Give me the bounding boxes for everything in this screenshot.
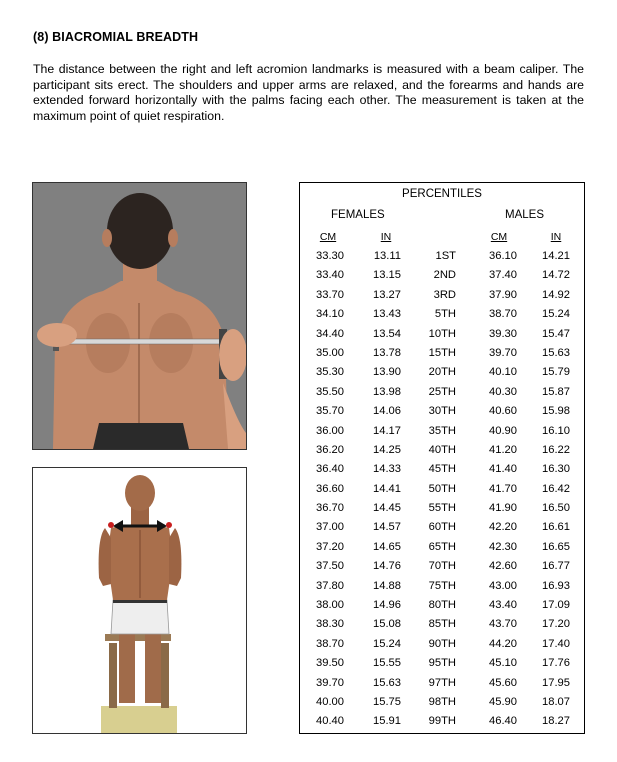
male-cm-cell: 45.90: [489, 695, 517, 708]
table-row: [300, 383, 584, 402]
male-in-cell: 16.93: [542, 579, 570, 592]
female-cm-cell: 36.60: [316, 482, 344, 495]
female-in-cell: 13.78: [373, 346, 401, 359]
male-cm-cell: 41.70: [489, 482, 517, 495]
male-in-cell: 15.24: [542, 308, 570, 321]
female-cm-cell: 40.00: [316, 695, 344, 708]
table-row: [300, 538, 584, 557]
measurement-photo-illustration: [33, 183, 246, 449]
male-cm-cell: 39.70: [489, 346, 517, 359]
male-cm-cell: 36.10: [489, 250, 517, 262]
female-cm-cell: 33.30: [316, 250, 344, 262]
female-cm-cell: 38.30: [316, 618, 344, 631]
male-in-cell: 15.47: [542, 327, 570, 340]
female-cm-cell: 36.20: [316, 443, 344, 456]
percentile-cell: 3RD: [433, 288, 456, 301]
percentile-cell: 70TH: [428, 560, 456, 573]
table-row: [300, 422, 584, 441]
female-cm-cell: 36.40: [316, 463, 344, 476]
male-in-cell: 17.20: [542, 618, 570, 631]
measurement-photo: [32, 182, 247, 450]
male-in-cell: 17.95: [542, 676, 570, 689]
percentile-cell: 97TH: [428, 676, 456, 689]
male-cm-cell: 43.40: [489, 599, 517, 612]
females-header: FEMALES: [331, 209, 385, 221]
male-in-cell: 17.09: [542, 599, 570, 612]
male-cm-cell: 40.30: [489, 385, 517, 398]
female-cm-cell: 40.40: [316, 715, 344, 728]
male-in-cell: 16.61: [542, 521, 570, 534]
male-cm-cell: 40.10: [489, 366, 517, 379]
table-row: [300, 325, 584, 344]
male-cm-cell: 38.70: [489, 308, 517, 321]
percentile-cell: 75TH: [428, 579, 456, 592]
female-cm-cell: 36.00: [316, 424, 344, 437]
table-row: [300, 615, 584, 634]
male-in-cell: 15.63: [542, 346, 570, 359]
female-in-header: IN: [380, 231, 392, 243]
percentile-cell: 99TH: [428, 715, 456, 728]
female-in-cell: 13.98: [373, 385, 401, 398]
table-row: [300, 712, 584, 731]
female-cm-cell: 37.50: [316, 560, 344, 573]
table-row: [300, 674, 584, 693]
table-row: [300, 577, 584, 596]
male-in-cell: 14.21: [542, 250, 570, 262]
measurement-description: The distance between the right and left acromion landmarks is measured with a beam caliper. The participant sits erect. The shoulders and upper arms are relaxed, and the forearms and hands are extended forward horizontally with the palms facing each other. The measurement is taken at the maximum point of quiet respiration.: [33, 62, 584, 123]
measurement-diagram: [32, 467, 247, 734]
seated-figure-illustration: [33, 468, 246, 733]
table-row: [300, 557, 584, 576]
male-cm-cell: 43.70: [489, 618, 517, 631]
male-cm-cell: 45.10: [489, 657, 517, 670]
male-in-cell: 16.10: [542, 424, 570, 437]
female-in-cell: 14.41: [373, 482, 401, 495]
percentile-cell: 60TH: [428, 521, 456, 534]
table-row: [300, 286, 584, 305]
percentile-cell: 2ND: [433, 269, 456, 282]
percentile-cell: 55TH: [428, 502, 456, 515]
female-cm-cell: 37.00: [316, 521, 344, 534]
male-in-header: IN: [550, 231, 562, 243]
percentile-cell: 45TH: [428, 463, 456, 476]
male-cm-cell: 42.30: [489, 540, 517, 553]
male-cm-header: CM: [490, 231, 508, 243]
percentile-cell: 15TH: [428, 346, 456, 359]
male-cm-cell: 42.20: [489, 521, 517, 534]
female-cm-cell: 38.70: [316, 637, 344, 650]
percentile-table: [299, 182, 585, 734]
female-in-cell: 13.43: [373, 308, 401, 321]
female-cm-cell: 34.10: [316, 308, 344, 321]
table-body: [300, 247, 584, 732]
female-in-cell: 14.25: [373, 443, 401, 456]
male-cm-cell: 37.90: [489, 288, 517, 301]
female-cm-cell: 39.70: [316, 676, 344, 689]
table-row: [300, 266, 584, 285]
male-cm-cell: 41.20: [489, 443, 517, 456]
male-in-cell: 15.98: [542, 405, 570, 418]
male-cm-cell: 46.40: [489, 715, 517, 728]
female-cm-cell: 37.80: [316, 579, 344, 592]
percentile-cell: 95TH: [428, 657, 456, 670]
male-in-cell: 16.50: [542, 502, 570, 515]
percentile-cell: 5TH: [434, 308, 456, 321]
table-row: [300, 363, 584, 382]
table-row: [300, 499, 584, 518]
male-in-cell: 16.22: [542, 443, 570, 456]
table-row: [300, 518, 584, 537]
female-in-cell: 13.15: [373, 269, 401, 282]
female-in-cell: 14.96: [373, 599, 401, 612]
table-row: [300, 693, 584, 712]
male-in-cell: 16.77: [542, 560, 570, 573]
male-in-cell: 16.65: [542, 540, 570, 553]
female-in-cell: 14.45: [373, 502, 401, 515]
percentile-cell: 10TH: [428, 327, 456, 340]
male-in-cell: 16.42: [542, 482, 570, 495]
female-cm-cell: 39.50: [316, 657, 344, 670]
female-cm-cell: 35.30: [316, 366, 344, 379]
percentile-cell: 1ST: [435, 250, 456, 262]
female-in-cell: 14.57: [373, 521, 401, 534]
table-row: [300, 635, 584, 654]
female-cm-cell: 35.50: [316, 385, 344, 398]
female-in-cell: 15.91: [373, 715, 401, 728]
percentile-cell: 35TH: [428, 424, 456, 437]
female-in-cell: 14.65: [373, 540, 401, 553]
table-row: [300, 402, 584, 421]
female-in-cell: 14.76: [373, 560, 401, 573]
female-in-cell: 13.27: [373, 288, 401, 301]
male-cm-cell: 45.60: [489, 676, 517, 689]
percentile-cell: 80TH: [428, 599, 456, 612]
female-in-cell: 13.11: [373, 250, 401, 262]
female-cm-cell: 34.40: [316, 327, 344, 340]
male-cm-cell: 43.00: [489, 579, 517, 592]
female-cm-header: CM: [319, 231, 337, 243]
male-cm-cell: 42.60: [489, 560, 517, 573]
male-in-cell: 15.79: [542, 366, 570, 379]
table-row: [300, 654, 584, 673]
table-row: [300, 305, 584, 324]
male-in-cell: 14.92: [542, 288, 570, 301]
female-in-cell: 15.24: [373, 637, 401, 650]
female-in-cell: 15.55: [373, 657, 401, 670]
female-cm-cell: 33.40: [316, 269, 344, 282]
table-row: [300, 247, 584, 266]
female-in-cell: 13.54: [373, 327, 401, 340]
female-cm-cell: 35.70: [316, 405, 344, 418]
percentile-cell: 30TH: [428, 405, 456, 418]
male-in-cell: 17.76: [542, 657, 570, 670]
male-in-cell: 14.72: [542, 269, 570, 282]
male-cm-cell: 40.60: [489, 405, 517, 418]
male-cm-cell: 39.30: [489, 327, 517, 340]
male-in-cell: 17.40: [542, 637, 570, 650]
page-title: (8) BIACROMIAL BREADTH: [33, 30, 199, 44]
female-cm-cell: 38.00: [316, 599, 344, 612]
male-in-cell: 18.27: [542, 715, 570, 728]
percentile-cell: 40TH: [428, 443, 456, 456]
female-in-cell: 15.08: [373, 618, 401, 631]
female-in-cell: 14.17: [373, 424, 401, 437]
percentile-cell: 20TH: [428, 366, 456, 379]
female-in-cell: 15.63: [373, 676, 401, 689]
table-row: [300, 344, 584, 363]
percentile-cell: 90TH: [428, 637, 456, 650]
table-row: [300, 441, 584, 460]
female-cm-cell: 36.70: [316, 502, 344, 515]
table-title: PERCENTILES: [402, 188, 482, 200]
table-row: [300, 480, 584, 499]
female-in-cell: 14.88: [373, 579, 401, 592]
female-in-cell: 14.06: [373, 405, 401, 418]
percentile-cell: 25TH: [428, 385, 456, 398]
female-cm-cell: 33.70: [316, 288, 344, 301]
male-cm-cell: 37.40: [489, 269, 517, 282]
percentile-cell: 85TH: [428, 618, 456, 631]
percentile-cell: 98TH: [428, 695, 456, 708]
female-cm-cell: 35.00: [316, 346, 344, 359]
male-cm-cell: 40.90: [489, 424, 517, 437]
percentile-cell: 50TH: [428, 482, 456, 495]
female-in-cell: 15.75: [373, 695, 401, 708]
male-in-cell: 15.87: [542, 385, 570, 398]
female-cm-cell: 37.20: [316, 540, 344, 553]
male-cm-cell: 44.20: [489, 637, 517, 650]
table-row: [300, 596, 584, 615]
male-in-cell: 16.30: [542, 463, 570, 476]
female-in-cell: 14.33: [373, 463, 401, 476]
male-in-cell: 18.07: [542, 695, 570, 708]
males-header: MALES: [505, 209, 544, 221]
female-in-cell: 13.90: [373, 366, 401, 379]
percentile-cell: 65TH: [428, 540, 456, 553]
male-cm-cell: 41.90: [489, 502, 517, 515]
table-row: [300, 460, 584, 479]
male-cm-cell: 41.40: [489, 463, 517, 476]
